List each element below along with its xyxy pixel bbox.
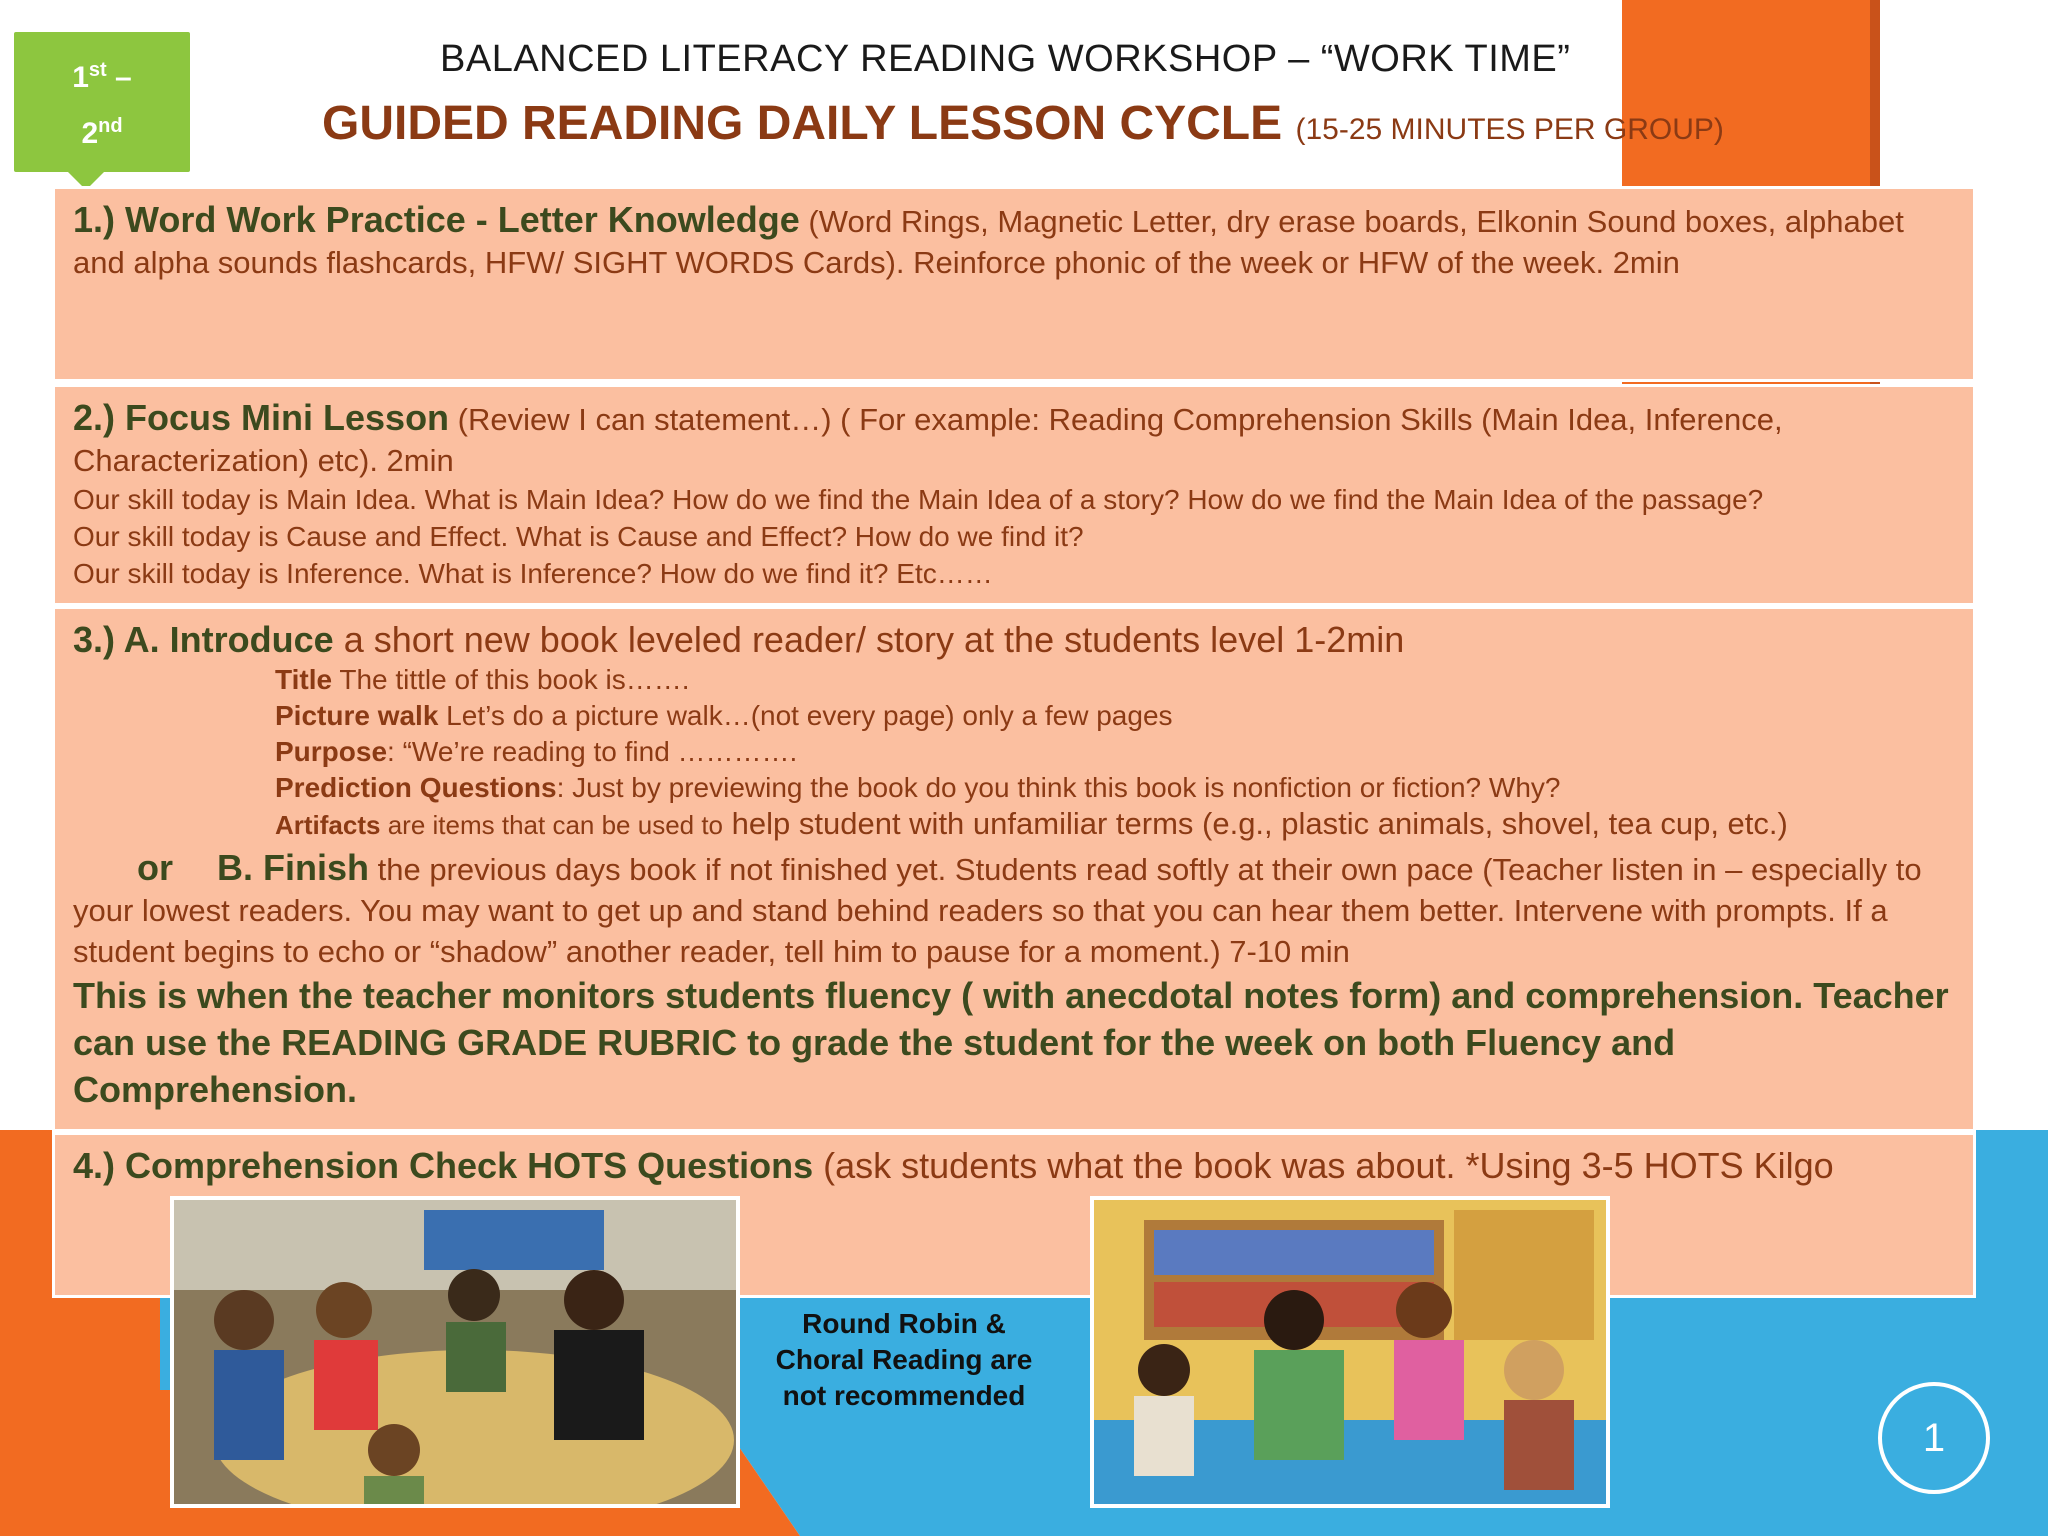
- step-2-example: Our skill today is Inference. What is Inference? How do we find it? Etc……: [73, 558, 993, 589]
- step-3-item-title: Title The tittle of this book is…….: [275, 664, 690, 695]
- grade-badge-line2: 2nd: [81, 115, 123, 150]
- step-2-text: (Review I can statement…) ( For example: Reading Comprehension Skills (Main Idea, Inference, Characterization) etc). 2min: [73, 402, 1783, 478]
- classroom-photo-table-group: [170, 1196, 740, 1508]
- classroom-photo-reading-circle: [1090, 1196, 1610, 1508]
- step-3-heading-text: a short new book leveled reader/ story at the students level 1-2min: [333, 619, 1405, 660]
- step-3-item-artifacts: Artifacts are items that can be used to help student with unfamiliar terms (e.g., plastic animals, shovel, tea cup, etc.): [275, 806, 1788, 841]
- classroom-photo-circle-illustration: [1094, 1200, 1606, 1504]
- step-3-item-purpose: Purpose: “We’re reading to find ………….: [275, 736, 798, 767]
- step-3-emphasis: This is when the teacher monitors students fluency ( with anecdotal notes form) and comprehension. Teacher can use the READING GRADE RUBRIC to grade the student for the week on both Fluency and Comprehension.: [73, 975, 1949, 1110]
- step-3-finish: or B. Finish the previous days book if not finished yet. Students read softly at their own pace (Teacher listen in – especially to your lowest readers. You may want to get up and stand behind readers so that you can hear them better. Intervene with prompts. If a student begins to echo or “shadow” another reader, tell him to pause for a moment.) 7-10 min: [73, 847, 1922, 969]
- step-2-example: Our skill today is Main Idea. What is Main Idea? How do we find the Main Idea of a story? How do we find the Main Idea of the passage?: [73, 484, 1764, 515]
- grade-badge: [14, 32, 190, 172]
- step-2-heading: 2.) Focus Mini Lesson: [73, 397, 450, 438]
- step-4-heading: 4.) Comprehension Check HOTS Questions: [73, 1145, 814, 1186]
- page-subtitle: GUIDED READING DAILY LESSON CYCLE (15-25 MINUTES PER GROUP): [322, 97, 1724, 150]
- step-3-item-picture-walk: Picture walk Let’s do a picture walk…(not every page) only a few pages: [275, 700, 1173, 731]
- step-3-heading: 3.) A. Introduce: [73, 619, 334, 660]
- step-1-heading: 1.) Word Work Practice - Letter Knowledge: [73, 199, 800, 240]
- reading-caption: Round Robin & Choral Reading are not recommended: [775, 1308, 1033, 1411]
- step-1-word-work: [52, 186, 1976, 382]
- step-4-text: (ask students what the book was about. *Using 3-5 HOTS Kilgo: [813, 1145, 1834, 1186]
- grade-badge-line1: 1st –: [72, 59, 132, 94]
- step-2-focus-mini-lesson: [52, 384, 1976, 606]
- page-title: BALANCED LITERACY READING WORKSHOP – “WORK TIME”: [440, 38, 1571, 80]
- step-1-text: (Word Rings, Magnetic Letter, dry erase boards, Elkonin Sound boxes, alphabet and alpha sounds flashcards, HFW/ SIGHT WORDS Cards). Reinforce phonic of the week or HFW of the week. 2min: [73, 204, 1904, 280]
- page-number: 1: [1878, 1382, 1990, 1494]
- step-3-item-prediction: Prediction Questions: Just by previewing the book do you think this book is nonfiction or fiction? Why?: [275, 772, 1561, 803]
- classroom-photo-table-illustration: [174, 1200, 736, 1504]
- step-3-introduce-book: [52, 606, 1976, 1132]
- step-2-example: Our skill today is Cause and Effect. What is Cause and Effect? How do we find it?: [73, 521, 1084, 552]
